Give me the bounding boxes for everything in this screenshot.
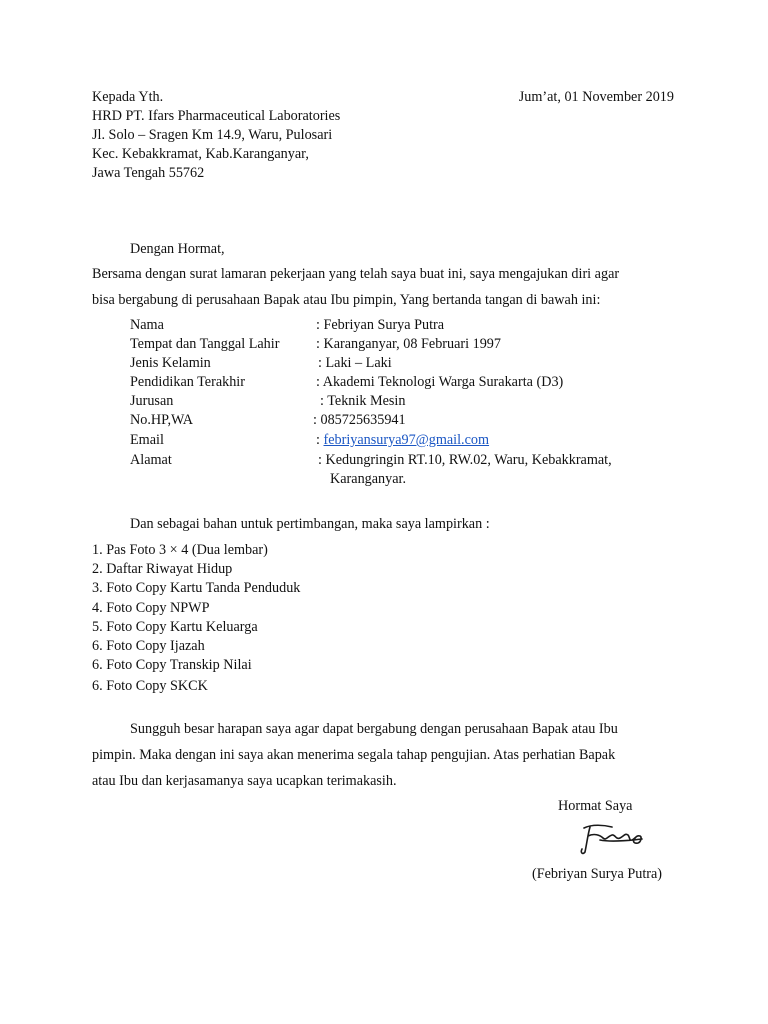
detail-label: Pendidikan Terakhir — [130, 374, 245, 390]
detail-value: : Teknik Mesin — [320, 393, 406, 409]
closing-line: pimpin. Maka dengan ini saya akan menerima segala tahap pengujian. Atas perhatian Bapak — [92, 747, 616, 763]
signer-name: (Febriyan Surya Putra) — [532, 866, 663, 882]
attachment-item: 1. Pas Foto 3 × 4 (Dua lembar) — [92, 542, 268, 558]
detail-value: : Febriyan Surya Putra — [316, 317, 445, 333]
attachment-item: 6. Foto Copy Transkip Nilai — [92, 657, 252, 673]
email-colon: : — [316, 432, 324, 448]
intro-line: bisa bergabung di perusahaan Bapak atau Ibu pimpin, Yang bertanda tangan di bawah ini: — [92, 292, 601, 308]
letter-date: Jum’at, 01 November 2019 — [518, 89, 674, 105]
attachment-item: 5. Foto Copy Kartu Keluarga — [92, 619, 258, 635]
attachment-item: 2. Daftar Riwayat Hidup — [92, 561, 233, 577]
greeting: Dengan Hormat, — [130, 241, 225, 257]
detail-value: : Kedungringin RT.10, RW.02, Waru, Kebakkramat, — [318, 452, 612, 468]
recipient-line: Jawa Tengah 55762 — [92, 165, 205, 181]
detail-value: : Akademi Teknologi Warga Surakarta (D3) — [316, 374, 564, 390]
recipient-salutation: Kepada Yth. — [92, 89, 164, 105]
attachment-item: 4. Foto Copy NPWP — [92, 600, 210, 616]
detail-label: Jurusan — [130, 393, 174, 409]
email-link[interactable]: febriyansurya97@gmail.com — [323, 432, 490, 448]
attachment-item: 6. Foto Copy SKCK — [92, 678, 208, 694]
attachment-item: 6. Foto Copy Ijazah — [92, 638, 205, 654]
attachment-item: 3. Foto Copy Kartu Tanda Penduduk — [92, 580, 301, 596]
sign-off: Hormat Saya — [558, 798, 633, 814]
intro-line: Bersama dengan surat lamaran pekerjaan yang telah saya buat ini, saya mengajukan diri agar — [92, 266, 620, 282]
detail-label: Jenis Kelamin — [130, 355, 211, 371]
detail-label: No.HP,WA — [130, 412, 194, 428]
closing-line: atau Ibu dan kerjasamanya saya ucapkan terimakasih. — [92, 773, 397, 789]
detail-value: : Karanganyar, 08 Februari 1997 — [316, 336, 501, 352]
attachments-intro: Dan sebagai bahan untuk pertimbangan, maka saya lampirkan : — [130, 516, 490, 532]
detail-value: : 085725635941 — [313, 412, 406, 428]
recipient-line: HRD PT. Ifars Pharmaceutical Laboratories — [92, 108, 341, 124]
detail-value-continued: Karanganyar. — [330, 471, 407, 487]
detail-label: Tempat dan Tanggal Lahir — [130, 336, 280, 352]
detail-label: Nama — [130, 317, 164, 333]
detail-label: Email — [130, 432, 164, 448]
signature — [570, 820, 650, 860]
closing-line: Sungguh besar harapan saya agar dapat bergabung dengan perusahaan Bapak atau Ibu — [130, 721, 618, 737]
recipient-line: Kec. Kebakkramat, Kab.Karanganyar, — [92, 146, 309, 162]
detail-label: Alamat — [130, 452, 172, 468]
detail-value: : Laki – Laki — [318, 355, 392, 371]
detail-value — [316, 431, 489, 450]
recipient-line: Jl. Solo – Sragen Km 14.9, Waru, Pulosari — [92, 127, 333, 143]
